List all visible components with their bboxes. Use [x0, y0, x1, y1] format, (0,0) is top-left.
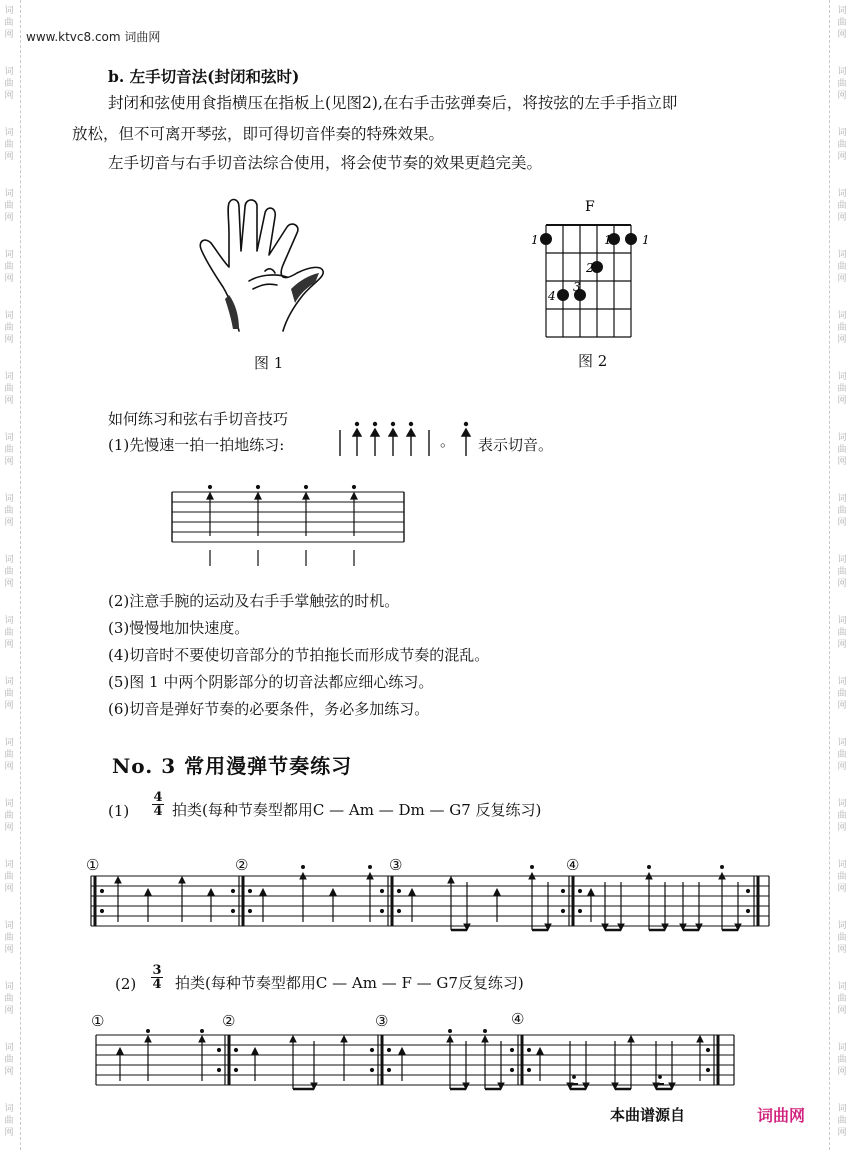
watermark-char: 词 [837, 494, 847, 504]
watermark-char: 网 [4, 91, 14, 101]
watermark-char: 网 [837, 1006, 847, 1016]
watermark-char: 网 [4, 1128, 14, 1138]
watermark-char: 词 [837, 128, 847, 138]
watermark-char: 曲 [4, 18, 14, 28]
rhythm-staff-4-4 [85, 852, 775, 942]
left-watermark-strip [0, 0, 21, 1150]
watermark-char: 网 [837, 457, 847, 467]
watermark-char: 词 [4, 921, 14, 931]
watermark-char: 网 [4, 152, 14, 162]
watermark-char: 网 [4, 640, 14, 650]
watermark-char: 网 [837, 579, 847, 589]
pattern-number: ① [91, 1012, 105, 1030]
watermark-char: 词 [837, 738, 847, 748]
hand-illustration [195, 195, 335, 335]
watermark-char: 曲 [837, 933, 847, 943]
step1-prefix: (1)先慢速一拍一拍地练习: [108, 436, 285, 454]
watermark-char: 词 [837, 372, 847, 382]
watermark-char: 网 [837, 823, 847, 833]
watermark-char: 词 [4, 189, 14, 199]
watermark-char: 词 [4, 677, 14, 687]
ts-bottom: 4 [152, 977, 162, 992]
watermark-char: 曲 [4, 567, 14, 577]
watermark-char: 网 [837, 1128, 847, 1138]
dot-symbol: 。 [440, 432, 456, 450]
watermark-char: 网 [837, 762, 847, 772]
watermark-char: 词 [837, 1043, 847, 1053]
section-title: b. 左手切音法(封闭和弦时) [108, 67, 300, 86]
watermark-char: 曲 [4, 811, 14, 821]
watermark-char: 词 [837, 616, 847, 626]
muted-strum-icon [459, 420, 473, 460]
paragraph-line: 封闭和弦使用食指横压在指板上(见图2),在右手击弦弹奏后，将按弦的左手手指立即 [108, 94, 678, 112]
finger-label: 2 [586, 261, 594, 275]
watermark-char: 词 [4, 555, 14, 565]
step1-suffix: 表示切音。 [478, 436, 554, 454]
watermark-char: 曲 [837, 506, 847, 516]
watermark-char: 词 [4, 799, 14, 809]
watermark-char: 词 [4, 433, 14, 443]
pattern-number: ③ [389, 856, 403, 874]
watermark-char: 网 [837, 884, 847, 894]
watermark-char: 词 [4, 1104, 14, 1114]
time-signature-4-4 [152, 791, 164, 818]
watermark-char: 词 [837, 799, 847, 809]
watermark-char: 曲 [837, 628, 847, 638]
watermark-char: 网 [837, 274, 847, 284]
watermark-char: 网 [4, 579, 14, 589]
watermark-char: 曲 [837, 567, 847, 577]
watermark-char: 网 [4, 335, 14, 345]
watermark-char: 曲 [4, 1116, 14, 1126]
watermark-char: 词 [4, 494, 14, 504]
right-watermark-strip [829, 0, 850, 1150]
part1-text: 拍类(每种节奏型都用C — Am — Dm — G7 反复练习) [172, 801, 542, 819]
watermark-char: 曲 [837, 1116, 847, 1126]
watermark-char: 词 [4, 128, 14, 138]
paragraph-line: 放松，但不可离开琴弦，即可得切音伴奏的特殊效果。 [72, 125, 445, 143]
watermark-char: 曲 [4, 384, 14, 394]
watermark-char: 网 [4, 823, 14, 833]
watermark-char: 词 [4, 616, 14, 626]
watermark-char: 曲 [837, 323, 847, 333]
figure1-caption: 图 1 [254, 354, 284, 372]
watermark-char: 词 [4, 982, 14, 992]
watermark-char: 网 [4, 30, 14, 40]
pattern-number: ④ [511, 1010, 525, 1028]
watermark-char: 网 [837, 701, 847, 711]
watermark-char: 曲 [4, 79, 14, 89]
figure2-caption: 图 2 [578, 352, 608, 370]
watermark-char: 词 [837, 250, 847, 260]
finger-label: 1 [531, 233, 539, 247]
watermark-char: 词 [837, 67, 847, 77]
watermark-char: 词 [837, 311, 847, 321]
watermark-char: 曲 [4, 140, 14, 150]
watermark-char: 词 [837, 677, 847, 687]
watermark-char: 词 [4, 311, 14, 321]
watermark-char: 网 [837, 640, 847, 650]
watermark-char: 词 [837, 555, 847, 565]
pattern-number: ② [222, 1012, 236, 1030]
watermark-char: 曲 [4, 506, 14, 516]
watermark-char: 网 [837, 335, 847, 345]
watermark-char: 词 [4, 860, 14, 870]
watermark-char: 网 [837, 396, 847, 406]
pattern-number: ③ [375, 1012, 389, 1030]
strum-symbols [335, 420, 440, 460]
watermark-char: 曲 [4, 933, 14, 943]
watermark-char: 网 [4, 762, 14, 772]
watermark-char: 网 [837, 152, 847, 162]
pattern-number: ④ [566, 856, 580, 874]
footer-logo[interactable]: 词曲网 [757, 1106, 806, 1125]
chord-diagram [528, 195, 658, 345]
watermark-char: 网 [4, 701, 14, 711]
watermark-char: 曲 [4, 201, 14, 211]
watermark-char: 网 [4, 1067, 14, 1077]
watermark-char: 曲 [4, 445, 14, 455]
watermark-char: 曲 [4, 689, 14, 699]
watermark-char: 词 [4, 250, 14, 260]
part2-label: (2) [115, 975, 137, 993]
practice-staff [170, 480, 410, 572]
watermark-char: 曲 [4, 750, 14, 760]
watermark-char: 词 [4, 67, 14, 77]
watermark-char: 词 [837, 982, 847, 992]
watermark-char: 曲 [837, 140, 847, 150]
watermark-char: 网 [4, 457, 14, 467]
watermark-char: 网 [837, 518, 847, 528]
watermark-char: 曲 [4, 323, 14, 333]
watermark-char: 词 [837, 1104, 847, 1114]
watermark-char: 网 [4, 1006, 14, 1016]
watermark-char: 网 [4, 396, 14, 406]
watermark-char: 曲 [4, 628, 14, 638]
watermark-char: 网 [837, 945, 847, 955]
watermark-char: 曲 [4, 262, 14, 272]
ts-bottom: 4 [153, 804, 163, 819]
watermark-char: 词 [837, 433, 847, 443]
section-heading: No. 3 常用漫弹节奏练习 [112, 754, 353, 778]
watermark-char: 词 [4, 6, 14, 16]
watermark-char: 曲 [837, 384, 847, 394]
watermark-char: 曲 [837, 18, 847, 28]
watermark-char: 曲 [837, 872, 847, 882]
watermark-char: 网 [4, 884, 14, 894]
practice-item: (6)切音是弹好节奏的必要条件，务必多加练习。 [108, 700, 430, 718]
watermark-char: 网 [837, 30, 847, 40]
watermark-char: 曲 [4, 872, 14, 882]
pattern-number: ① [86, 856, 100, 874]
ts-top: 4 [153, 790, 163, 805]
watermark-char: 词 [4, 738, 14, 748]
footer-source: 本曲谱源自 [610, 1106, 686, 1124]
watermark-char: 曲 [837, 445, 847, 455]
part1-label: (1) [108, 802, 130, 820]
chord-name: F [585, 199, 595, 215]
watermark-char: 曲 [837, 811, 847, 821]
watermark-char: 词 [837, 860, 847, 870]
part2-text: 拍类(每种节奏型都用C — Am — F — G7反复练习) [175, 974, 524, 992]
practice-item: (2)注意手腕的运动及右手手掌触弦的时机。 [108, 592, 400, 610]
time-signature-3-4 [151, 964, 163, 991]
watermark-char: 网 [4, 213, 14, 223]
watermark-char: 曲 [837, 689, 847, 699]
watermark-char: 曲 [4, 994, 14, 1004]
watermark-char: 网 [837, 91, 847, 101]
rhythm-staff-3-4 [90, 1025, 740, 1105]
practice-item: (3)慢慢地加快速度。 [108, 619, 250, 637]
watermark-char: 曲 [4, 1055, 14, 1065]
watermark-char: 网 [837, 213, 847, 223]
watermark-char: 曲 [837, 994, 847, 1004]
site-url: www.ktvc8.com 词曲网 [26, 30, 161, 44]
watermark-char: 曲 [837, 1055, 847, 1065]
watermark-char: 词 [4, 372, 14, 382]
finger-label: 3 [573, 280, 581, 294]
pattern-number: ② [235, 856, 249, 874]
watermark-char: 曲 [837, 262, 847, 272]
watermark-char: 网 [4, 518, 14, 528]
watermark-char: 曲 [837, 201, 847, 211]
watermark-char: 词 [4, 1043, 14, 1053]
finger-label: 1 [642, 233, 650, 247]
watermark-char: 网 [4, 945, 14, 955]
finger-label: 4 [548, 289, 556, 303]
watermark-char: 词 [837, 6, 847, 16]
watermark-char: 词 [837, 921, 847, 931]
watermark-char: 曲 [837, 79, 847, 89]
paragraph-line: 左手切音与右手切音法综合使用，将会使节奏的效果更趋完美。 [108, 154, 543, 172]
watermark-char: 曲 [837, 750, 847, 760]
practice-item: (4)切音时不要使切音部分的节拍拖长而形成节奏的混乱。 [108, 646, 490, 664]
finger-label: 1 [604, 233, 612, 247]
ts-top: 3 [152, 963, 162, 978]
practice-item: (5)图 1 中两个阴影部分的切音法都应细心练习。 [108, 673, 434, 691]
watermark-char: 网 [837, 1067, 847, 1077]
practice-title: 如何练习和弦右手切音技巧 [108, 410, 289, 428]
watermark-char: 网 [4, 274, 14, 284]
watermark-char: 词 [837, 189, 847, 199]
